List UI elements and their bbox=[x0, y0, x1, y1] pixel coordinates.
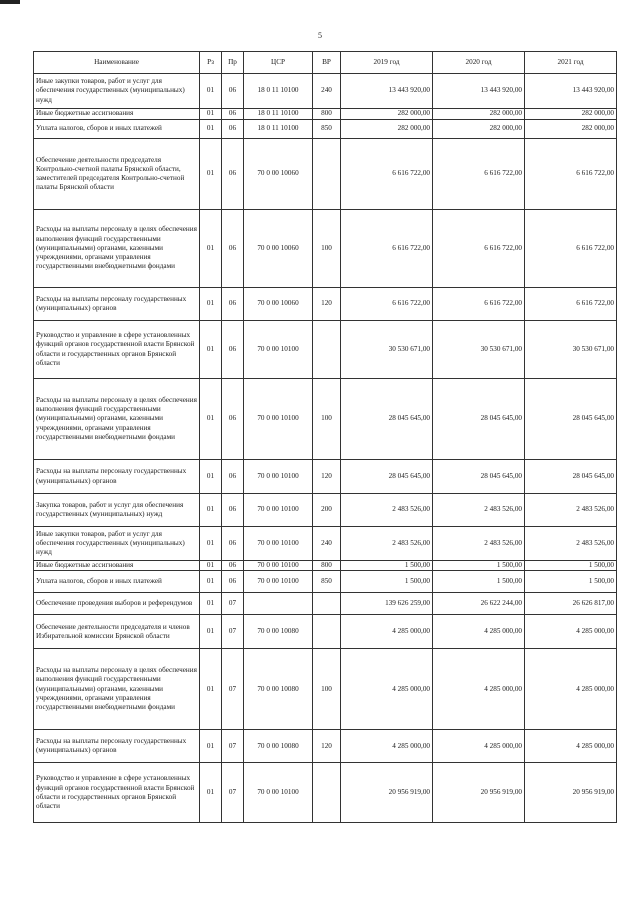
cell-name: Уплата налогов, сборов и иных платежей bbox=[34, 120, 200, 139]
cell-2020: 13 443 920,00 bbox=[433, 74, 525, 109]
cell-csr: 70 0 00 10100 bbox=[244, 379, 313, 460]
cell-2021: 6 616 722,00 bbox=[525, 139, 617, 210]
cell-rz: 01 bbox=[200, 763, 222, 823]
table-row bbox=[34, 74, 617, 109]
cell-2021: 1 500,00 bbox=[525, 561, 617, 571]
table-row bbox=[34, 763, 617, 823]
cell-2019: 6 616 722,00 bbox=[341, 288, 433, 321]
cell-csr: 70 0 00 10100 bbox=[244, 321, 313, 379]
cell-2019: 282 000,00 bbox=[341, 109, 433, 120]
cell-pr: 06 bbox=[222, 571, 244, 593]
cell-vr bbox=[313, 763, 341, 823]
cell-2021: 4 285 000,00 bbox=[525, 649, 617, 730]
table-row bbox=[34, 561, 617, 571]
cell-name: Уплата налогов, сборов и иных платежей bbox=[34, 571, 200, 593]
cell-vr: 240 bbox=[313, 74, 341, 109]
scan-corner-mark bbox=[0, 0, 20, 4]
cell-2020: 2 483 526,00 bbox=[433, 527, 525, 561]
cell-csr: 70 0 00 10100 bbox=[244, 494, 313, 527]
cell-2020: 4 285 000,00 bbox=[433, 615, 525, 649]
cell-csr: 18 0 11 10100 bbox=[244, 109, 313, 120]
cell-2019: 1 500,00 bbox=[341, 561, 433, 571]
cell-csr: 70 0 00 10100 bbox=[244, 571, 313, 593]
cell-rz: 01 bbox=[200, 649, 222, 730]
cell-2021: 1 500,00 bbox=[525, 571, 617, 593]
table-row bbox=[34, 288, 617, 321]
cell-2019: 20 956 919,00 bbox=[341, 763, 433, 823]
cell-name: Закупка товаров, работ и услуг для обеспечения государственных (муниципальных) нужд bbox=[34, 494, 200, 527]
cell-2020: 6 616 722,00 bbox=[433, 288, 525, 321]
column-header-2019: 2019 год bbox=[341, 52, 433, 74]
cell-pr: 06 bbox=[222, 379, 244, 460]
table-row bbox=[34, 379, 617, 460]
cell-2019: 6 616 722,00 bbox=[341, 210, 433, 288]
cell-vr bbox=[313, 321, 341, 379]
cell-2021: 28 045 645,00 bbox=[525, 460, 617, 494]
cell-2020: 282 000,00 bbox=[433, 120, 525, 139]
cell-2020: 28 045 645,00 bbox=[433, 379, 525, 460]
cell-pr: 07 bbox=[222, 730, 244, 763]
column-header-rz: Рз bbox=[200, 52, 222, 74]
cell-csr: 70 0 00 10060 bbox=[244, 288, 313, 321]
cell-rz: 01 bbox=[200, 74, 222, 109]
cell-vr: 100 bbox=[313, 379, 341, 460]
budget-table bbox=[33, 51, 617, 823]
cell-2021: 4 285 000,00 bbox=[525, 730, 617, 763]
cell-vr: 120 bbox=[313, 730, 341, 763]
cell-2019: 139 626 259,00 bbox=[341, 593, 433, 615]
cell-2021: 30 530 671,00 bbox=[525, 321, 617, 379]
cell-vr: 120 bbox=[313, 460, 341, 494]
cell-pr: 06 bbox=[222, 210, 244, 288]
cell-vr: 800 bbox=[313, 561, 341, 571]
cell-name: Иные закупки товаров, работ и услуг для обеспечения государственных (муниципальных) нужд bbox=[34, 527, 200, 561]
cell-2019: 28 045 645,00 bbox=[341, 460, 433, 494]
cell-name: Руководство и управление в сфере установленных функций органов государственной власти Брянской области и государственных органов Брянской области bbox=[34, 763, 200, 823]
table-row bbox=[34, 321, 617, 379]
cell-vr: 100 bbox=[313, 210, 341, 288]
cell-2019: 28 045 645,00 bbox=[341, 379, 433, 460]
cell-vr bbox=[313, 615, 341, 649]
cell-rz: 01 bbox=[200, 109, 222, 120]
table-row bbox=[34, 615, 617, 649]
cell-name: Обеспечение проведения выборов и референдумов bbox=[34, 593, 200, 615]
cell-pr: 07 bbox=[222, 615, 244, 649]
cell-2021: 2 483 526,00 bbox=[525, 527, 617, 561]
column-header-csr: ЦСР bbox=[244, 52, 313, 74]
cell-name: Обеспечение деятельности председателя Контрольно-счетной палаты Брянской области, заместителей председателя Контрольно-счетной палаты Брянской области bbox=[34, 139, 200, 210]
cell-name: Руководство и управление в сфере установленных функций органов государственной власти Брянской области и государственных органов Брянской области bbox=[34, 321, 200, 379]
cell-pr: 07 bbox=[222, 763, 244, 823]
table-row bbox=[34, 649, 617, 730]
table-row bbox=[34, 139, 617, 210]
page-number: 5 bbox=[318, 31, 322, 40]
cell-rz: 01 bbox=[200, 593, 222, 615]
cell-2020: 6 616 722,00 bbox=[433, 210, 525, 288]
cell-2021: 26 626 817,00 bbox=[525, 593, 617, 615]
cell-2019: 4 285 000,00 bbox=[341, 615, 433, 649]
table-row bbox=[34, 571, 617, 593]
cell-pr: 06 bbox=[222, 460, 244, 494]
cell-2020: 30 530 671,00 bbox=[433, 321, 525, 379]
cell-csr: 70 0 00 10080 bbox=[244, 730, 313, 763]
table-header-row bbox=[34, 52, 617, 74]
cell-vr: 120 bbox=[313, 288, 341, 321]
cell-2021: 13 443 920,00 bbox=[525, 74, 617, 109]
cell-2019: 2 483 526,00 bbox=[341, 494, 433, 527]
cell-rz: 01 bbox=[200, 561, 222, 571]
cell-pr: 06 bbox=[222, 561, 244, 571]
cell-vr: 850 bbox=[313, 571, 341, 593]
cell-2019: 1 500,00 bbox=[341, 571, 433, 593]
cell-2021: 4 285 000,00 bbox=[525, 615, 617, 649]
cell-2020: 2 483 526,00 bbox=[433, 494, 525, 527]
cell-2021: 282 000,00 bbox=[525, 120, 617, 139]
cell-2021: 282 000,00 bbox=[525, 109, 617, 120]
cell-csr: 70 0 00 10100 bbox=[244, 527, 313, 561]
cell-name: Расходы на выплаты персоналу государственных (муниципальных) органов bbox=[34, 460, 200, 494]
cell-rz: 01 bbox=[200, 139, 222, 210]
table-row bbox=[34, 109, 617, 120]
table-row bbox=[34, 527, 617, 561]
cell-2021: 2 483 526,00 bbox=[525, 494, 617, 527]
cell-2020: 1 500,00 bbox=[433, 561, 525, 571]
cell-2020: 6 616 722,00 bbox=[433, 139, 525, 210]
cell-2021: 6 616 722,00 bbox=[525, 210, 617, 288]
cell-csr: 70 0 00 10100 bbox=[244, 460, 313, 494]
cell-2019: 30 530 671,00 bbox=[341, 321, 433, 379]
cell-name: Расходы на выплаты персоналу государственных (муниципальных) органов bbox=[34, 730, 200, 763]
cell-rz: 01 bbox=[200, 527, 222, 561]
cell-csr: 70 0 00 10080 bbox=[244, 649, 313, 730]
cell-2021: 28 045 645,00 bbox=[525, 379, 617, 460]
cell-vr: 100 bbox=[313, 649, 341, 730]
cell-rz: 01 bbox=[200, 379, 222, 460]
cell-pr: 06 bbox=[222, 109, 244, 120]
cell-vr bbox=[313, 139, 341, 210]
cell-vr: 800 bbox=[313, 109, 341, 120]
cell-name: Расходы на выплаты персоналу государственных (муниципальных) органов bbox=[34, 288, 200, 321]
table-row bbox=[34, 593, 617, 615]
cell-2020: 28 045 645,00 bbox=[433, 460, 525, 494]
cell-csr: 70 0 00 10100 bbox=[244, 561, 313, 571]
column-header-name: Наименование bbox=[34, 52, 200, 74]
cell-rz: 01 bbox=[200, 571, 222, 593]
cell-2019: 13 443 920,00 bbox=[341, 74, 433, 109]
cell-csr: 18 0 11 10100 bbox=[244, 120, 313, 139]
cell-2019: 6 616 722,00 bbox=[341, 139, 433, 210]
cell-vr: 850 bbox=[313, 120, 341, 139]
cell-name: Иные бюджетные ассигнования bbox=[34, 109, 200, 120]
cell-name: Расходы на выплаты персоналу в целях обеспечения выполнения функций государственными (муниципальными) органами, казенными учреждениями, органами управления государственными внебюджетными фондами bbox=[34, 379, 200, 460]
cell-2021: 20 956 919,00 bbox=[525, 763, 617, 823]
table-row bbox=[34, 730, 617, 763]
cell-pr: 06 bbox=[222, 74, 244, 109]
cell-2021: 6 616 722,00 bbox=[525, 288, 617, 321]
cell-rz: 01 bbox=[200, 494, 222, 527]
cell-vr bbox=[313, 593, 341, 615]
cell-rz: 01 bbox=[200, 288, 222, 321]
cell-pr: 07 bbox=[222, 649, 244, 730]
cell-2019: 2 483 526,00 bbox=[341, 527, 433, 561]
cell-2019: 4 285 000,00 bbox=[341, 649, 433, 730]
cell-rz: 01 bbox=[200, 615, 222, 649]
table-row bbox=[34, 210, 617, 288]
column-header-pr: Пр bbox=[222, 52, 244, 74]
cell-pr: 06 bbox=[222, 120, 244, 139]
cell-pr: 06 bbox=[222, 288, 244, 321]
column-header-2020: 2020 год bbox=[433, 52, 525, 74]
cell-name: Расходы на выплаты персоналу в целях обеспечения выполнения функций государственными (муниципальными) органами, казенными учреждениями, органами управления государственными внебюджетными фондами bbox=[34, 649, 200, 730]
cell-csr: 70 0 00 10100 bbox=[244, 763, 313, 823]
cell-pr: 06 bbox=[222, 527, 244, 561]
cell-2020: 20 956 919,00 bbox=[433, 763, 525, 823]
cell-2020: 4 285 000,00 bbox=[433, 649, 525, 730]
cell-rz: 01 bbox=[200, 321, 222, 379]
cell-2020: 1 500,00 bbox=[433, 571, 525, 593]
cell-2019: 4 285 000,00 bbox=[341, 730, 433, 763]
table-row bbox=[34, 120, 617, 139]
cell-2020: 4 285 000,00 bbox=[433, 730, 525, 763]
cell-csr: 70 0 00 10060 bbox=[244, 139, 313, 210]
cell-pr: 06 bbox=[222, 494, 244, 527]
cell-2020: 26 622 244,00 bbox=[433, 593, 525, 615]
column-header-2021: 2021 год bbox=[525, 52, 617, 74]
cell-pr: 06 bbox=[222, 139, 244, 210]
cell-pr: 07 bbox=[222, 593, 244, 615]
cell-name: Иные закупки товаров, работ и услуг для обеспечения государственных (муниципальных) нужд bbox=[34, 74, 200, 109]
cell-name: Обеспечение деятельности председателя и членов Избирательной комиссии Брянской области bbox=[34, 615, 200, 649]
cell-rz: 01 bbox=[200, 120, 222, 139]
cell-name: Расходы на выплаты персоналу в целях обеспечения выполнения функций государственными (муниципальными) органами, казенными учреждениями, органами управления государственными внебюджетными фондами bbox=[34, 210, 200, 288]
cell-csr: 70 0 00 10060 bbox=[244, 210, 313, 288]
cell-pr: 06 bbox=[222, 321, 244, 379]
cell-2020: 282 000,00 bbox=[433, 109, 525, 120]
cell-csr: 18 0 11 10100 bbox=[244, 74, 313, 109]
column-header-vr: ВР bbox=[313, 52, 341, 74]
cell-csr bbox=[244, 593, 313, 615]
table-row bbox=[34, 494, 617, 527]
cell-2019: 282 000,00 bbox=[341, 120, 433, 139]
table-row bbox=[34, 460, 617, 494]
cell-rz: 01 bbox=[200, 460, 222, 494]
cell-name: Иные бюджетные ассигнования bbox=[34, 561, 200, 571]
cell-vr: 200 bbox=[313, 494, 341, 527]
cell-vr: 240 bbox=[313, 527, 341, 561]
cell-csr: 70 0 00 10080 bbox=[244, 615, 313, 649]
cell-rz: 01 bbox=[200, 730, 222, 763]
cell-rz: 01 bbox=[200, 210, 222, 288]
